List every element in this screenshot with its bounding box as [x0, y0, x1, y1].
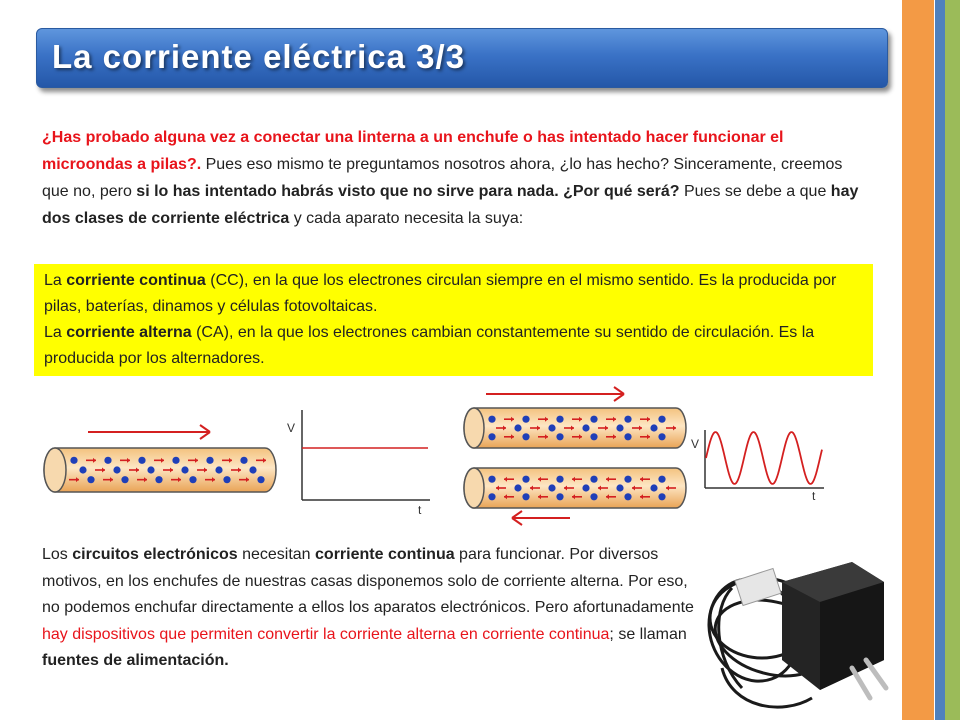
electron	[87, 476, 94, 483]
electron	[548, 424, 555, 431]
electron	[70, 457, 77, 464]
intro-question: ¿Has probado alguna vez a conectar una linterna a un enchufe o has intentado hacer funcionar el microondas a pilas?.	[42, 129, 784, 173]
closing-red: hay dispositivos que permiten convertir la corriente alterna en corriente continua	[42, 625, 610, 643]
electron	[590, 433, 597, 440]
electron	[514, 484, 521, 491]
electron	[658, 493, 665, 500]
ac-voltage-wave	[706, 432, 822, 484]
stripe-blue	[935, 0, 945, 720]
closing-text-2: necesitan	[237, 546, 316, 563]
electron	[522, 493, 529, 500]
electron	[590, 476, 597, 483]
electron	[147, 466, 154, 473]
electron	[488, 493, 495, 500]
electron	[522, 416, 529, 423]
dc-wire-illustration	[40, 414, 280, 494]
electron	[155, 476, 162, 483]
electron	[624, 476, 631, 483]
electron	[79, 466, 86, 473]
closing-bold-3: fuentes de alimentación.	[42, 652, 229, 669]
closing-text-3: para funcionar. Por diversos motivos, en los enchufes de nuestras casas disponemos solo de corriente alterna. Por eso, no podemos enchufar directamente a ellos los aparatos electrónicos. Pero afortunadamente	[42, 546, 694, 616]
ac-y-label: V	[691, 437, 700, 451]
electron	[590, 493, 597, 500]
electron	[172, 457, 179, 464]
dc-y-label: V	[287, 421, 296, 435]
intro-bold-1: si lo has intentado habrás visto que no sirve para nada. ¿Por qué será?	[136, 183, 680, 200]
electron	[104, 457, 111, 464]
stripe-orange	[902, 0, 934, 720]
dc-voltage-graph	[284, 406, 434, 518]
electron	[181, 466, 188, 473]
electron	[240, 457, 247, 464]
electron	[257, 476, 264, 483]
intro-bold-2: hay dos clases de corriente eléctrica	[42, 183, 859, 227]
definition-ca	[44, 320, 863, 372]
electron	[658, 476, 665, 483]
page-title: La corriente eléctrica 3/3	[52, 38, 466, 75]
electron	[582, 424, 589, 431]
intro-text-2: Pues se debe a que	[679, 183, 831, 200]
ac-wire-bottom	[464, 468, 686, 508]
electron	[624, 416, 631, 423]
electron	[514, 424, 521, 431]
intro-text-1: Pues eso mismo te preguntamos nosotros ahora, ¿lo has hecho? Sinceramente, creemos que no, pero	[42, 156, 843, 200]
electron	[488, 416, 495, 423]
electron	[556, 416, 563, 423]
stripe-green	[945, 0, 960, 720]
cc-term: corriente continua	[66, 272, 206, 289]
electron	[548, 484, 555, 491]
electron	[616, 484, 623, 491]
electron	[556, 493, 563, 500]
closing-bold-1: circuitos electrónicos	[72, 546, 238, 563]
ac-direction-arrow-right	[486, 387, 624, 401]
electron	[624, 433, 631, 440]
ac-voltage-graph	[690, 428, 830, 516]
electron	[189, 476, 196, 483]
electron	[650, 484, 657, 491]
electron	[582, 484, 589, 491]
electron	[616, 424, 623, 431]
ac-direction-arrow-left	[512, 511, 570, 525]
ac-wire-illustration	[460, 382, 690, 528]
electron	[223, 476, 230, 483]
electron	[113, 466, 120, 473]
definition-cc	[44, 268, 863, 320]
ac-x-label: t	[812, 489, 816, 503]
ca-prefix: La	[44, 324, 67, 341]
electron	[522, 433, 529, 440]
electron	[138, 457, 145, 464]
electron	[206, 457, 213, 464]
ca-term: corriente alterna	[66, 324, 192, 341]
cc-prefix: La	[44, 272, 67, 289]
closing-text-1: Los	[42, 546, 73, 563]
electron	[556, 476, 563, 483]
power-adapter-image	[702, 548, 900, 720]
electron	[488, 476, 495, 483]
electron	[658, 416, 665, 423]
closing-bold-2: corriente continua	[315, 546, 455, 563]
closing-text-4: ; se llaman	[609, 625, 687, 643]
electron	[249, 466, 256, 473]
electron	[556, 433, 563, 440]
electron	[590, 416, 597, 423]
dc-wire	[44, 448, 276, 492]
electron	[121, 476, 128, 483]
electron	[522, 476, 529, 483]
electron	[488, 433, 495, 440]
electron	[624, 493, 631, 500]
ca-text: (CA), en la que los electrones cambian constantemente su sentido de circulación. Es la producida por los alternadores.	[44, 324, 815, 367]
electron	[650, 424, 657, 431]
dc-direction-arrow	[88, 425, 210, 439]
cc-text: (CC), en la que los electrones circulan siempre en el mismo sentido. Es la producida por pilas, baterías, dinamos y células fotovoltaicas.	[44, 272, 837, 315]
dc-x-label: t	[418, 503, 422, 517]
definitions-box	[34, 264, 873, 376]
electron	[215, 466, 222, 473]
electron	[658, 433, 665, 440]
intro-text-3: y cada aparato necesita la suya:	[289, 210, 524, 227]
closing-paragraph	[42, 542, 702, 675]
ac-wire-top	[464, 408, 686, 448]
intro-paragraph	[42, 124, 872, 232]
